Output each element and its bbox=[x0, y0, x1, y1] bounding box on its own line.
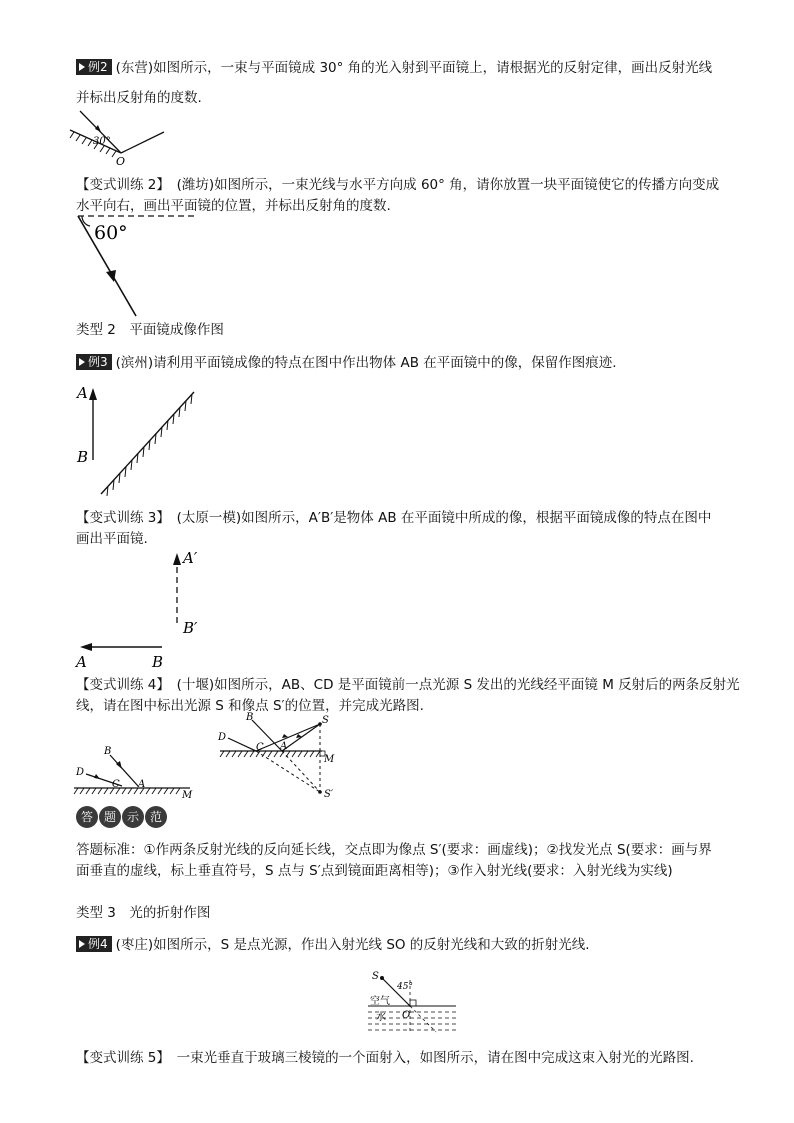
angle-label: 30° bbox=[93, 136, 111, 147]
figure-variant-4-answer bbox=[216, 710, 351, 802]
source-s-label: S bbox=[372, 971, 379, 982]
point-o-label: O bbox=[116, 155, 126, 166]
figure-ex2-mirror bbox=[66, 108, 166, 166]
water-label: 水 bbox=[376, 1012, 386, 1023]
point-d-label: D bbox=[218, 732, 227, 743]
answer-line1: 答题标准：①作两条反射光线的反向延长线，交点即为像点 S′(要求：画虚线)；②找发光点 S(要求：画与界 bbox=[76, 842, 712, 858]
point-a-label: A bbox=[280, 741, 288, 752]
example-4-line1: 例4 (枣庄)如图所示，S 是点光源，作出入射光线 SO 的反射光线和大致的折射光线. bbox=[76, 935, 590, 955]
point-c-label: C bbox=[256, 742, 264, 753]
air-label: 空气 bbox=[370, 996, 390, 1007]
point-c-label: C bbox=[112, 779, 120, 790]
triangle-icon bbox=[79, 358, 85, 366]
answer-demo-badge: 答 题 示 范 bbox=[76, 806, 168, 828]
figure-ex4 bbox=[366, 966, 458, 1038]
mirror-m-label: M bbox=[182, 790, 193, 801]
section-type-2: 类型 2 平面镜成像作图 bbox=[76, 322, 224, 338]
point-b-label: B bbox=[77, 448, 89, 466]
point-a-prime-label: A′ bbox=[183, 549, 198, 567]
example-badge: 例3 bbox=[76, 354, 112, 370]
point-b-prime-label: B′ bbox=[183, 619, 198, 637]
source-s-label: S bbox=[322, 715, 329, 726]
figure-variant-2 bbox=[70, 210, 205, 320]
point-a-label: A bbox=[77, 384, 88, 402]
image-s-prime-label: S′ bbox=[324, 789, 334, 800]
point-a-label: A bbox=[76, 653, 87, 670]
variant-2-line2: 水平向右，画出平面镜的位置，并标出反射角的度数. bbox=[76, 198, 391, 214]
section-type-3: 类型 3 光的折射作图 bbox=[76, 905, 211, 921]
variant-4-line1: 【变式训练 4】 (十堰)如图所示，AB、CD 是平面镜前一点光源 S 发出的光线经平面镜 M 反射后的两条反射光 bbox=[76, 677, 740, 693]
point-d-label: D bbox=[76, 767, 85, 778]
point-a-label: A bbox=[138, 779, 146, 790]
example-2-line1: 例2 (东营)如图所示，一束与平面镜成 30° 角的光入射到平面镜上，请根据光的反射定律，画出反射光线 bbox=[76, 58, 712, 78]
answer-line2: 面垂直的虚线，标上垂直符号，S 点与 S′点到镜面距离相等)；③作入射光线(要求：入射光线为实线) bbox=[76, 863, 673, 879]
example-badge: 例4 bbox=[76, 936, 112, 952]
variant-4-line2: 线，请在图中标出光源 S 和像点 S′的位置，并完成光路图. bbox=[76, 698, 424, 714]
triangle-icon bbox=[79, 63, 85, 71]
point-o-label: O bbox=[402, 1010, 411, 1021]
point-b-label: B bbox=[246, 712, 254, 723]
figure-variant-4-question bbox=[70, 740, 200, 805]
angle-label: 45° bbox=[397, 982, 413, 992]
variant-2-line1: 【变式训练 2】 (潍坊)如图所示，一束光线与水平方向成 60° 角，请你放置一块平面镜使它的传播方向变成 bbox=[76, 177, 720, 193]
figure-variant-3 bbox=[70, 545, 215, 670]
variant-3-line2: 画出平面镜. bbox=[76, 531, 148, 547]
angle-label: 60° bbox=[94, 222, 128, 244]
figure-ex3 bbox=[70, 376, 210, 498]
point-b-label: B bbox=[152, 653, 164, 670]
point-b-label: B bbox=[104, 746, 112, 757]
example-3-line1: 例3 (滨州)请利用平面镜成像的特点在图中作出物体 AB 在平面镜中的像，保留作图痕迹. bbox=[76, 353, 617, 373]
mirror-m-label: M bbox=[324, 754, 335, 765]
variant-3-line1: 【变式训练 3】 (太原一模)如图所示，A′B′是物体 AB 在平面镜中所成的像，根据平面镜成像的特点在图中 bbox=[76, 510, 712, 526]
variant-5-line1: 【变式训练 5】 一束光垂直于玻璃三棱镜的一个面射入，如图所示，请在图中完成这束入射光的光路图. bbox=[76, 1050, 694, 1066]
example-badge: 例2 bbox=[76, 59, 112, 75]
triangle-icon bbox=[79, 940, 85, 948]
example-2-line2: 并标出反射角的度数. bbox=[76, 90, 202, 106]
